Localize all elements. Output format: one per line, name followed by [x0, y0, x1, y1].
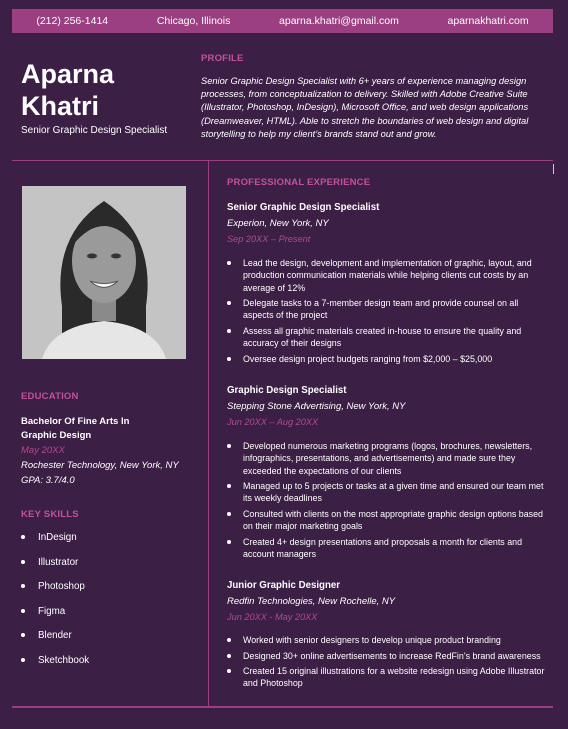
skill-item — [21, 630, 89, 655]
profile-photo — [22, 186, 186, 359]
profile-summary: Senior Graphic Design Specialist with 6+ years of experience managing design processes, from conceptualization to delivery. Skilled with Adobe Creative Suite (Illustrator, Photoshop, InDesign), Microsoft Office, and web design applications (Dreamweaver, HTML). Able to stretch the boundaries of web design and digital storytelling to help my client’s brands stand out and grow. — [201, 76, 529, 139]
job-entry — [227, 580, 545, 693]
bullet-icon — [227, 512, 231, 516]
bullet-text: Created 15 original illustrations for a website redesign using Adobe Illustrator and Photoshop — [243, 666, 545, 689]
skill-item — [21, 606, 89, 631]
job-bullet — [227, 297, 545, 322]
bullet-icon — [227, 357, 231, 361]
skill-item — [21, 655, 89, 680]
bullet-icon — [21, 584, 25, 588]
skill-label: Photoshop — [38, 581, 85, 592]
job-company: Stepping Stone Advertising, New York, NY — [227, 401, 406, 412]
job-dates: Sep 20XX – Present — [227, 234, 311, 244]
job-bullet — [227, 665, 545, 690]
location-text: Chicago, Illinois — [156, 15, 231, 27]
column-divider — [208, 160, 209, 707]
job-title: Senior Graphic Design Specialist — [227, 202, 380, 213]
bullet-icon — [227, 444, 231, 448]
bullet-text: Assess all graphic materials created in-house to ensure the quality and accuracy of their designs — [243, 326, 522, 349]
skill-item — [21, 557, 89, 582]
bullet-text: Managed up to 5 projects or tasks at a given time and ensured our team met its weekly deadlines — [243, 481, 544, 504]
bullet-icon — [227, 301, 231, 305]
bullet-icon — [227, 654, 231, 658]
job-bullet — [227, 508, 545, 533]
job-bullets — [227, 634, 545, 690]
bottom-divider — [12, 706, 553, 708]
portrait-image — [22, 186, 186, 359]
job-bullet — [227, 480, 545, 505]
bullet-icon — [227, 329, 231, 333]
bullet-text: Created 4+ design presentations and proposals a month for clients and account managers — [243, 536, 522, 560]
bullet-icon — [21, 560, 25, 564]
job-bullet — [227, 257, 545, 294]
email-link[interactable]: aparna.khatri@gmail.com — [279, 15, 399, 27]
bullet-icon — [227, 669, 231, 673]
candidate-title: Senior Graphic Design Specialist — [21, 125, 168, 136]
skill-label: Illustrator — [38, 556, 79, 568]
job-bullet — [227, 325, 545, 350]
degree-line-2: Graphic Design — [21, 430, 92, 441]
job-bullets — [227, 440, 545, 561]
skill-label: Sketchbook — [38, 654, 90, 666]
job-title: Graphic Design Specialist — [227, 385, 347, 396]
bullet-icon — [21, 535, 25, 539]
job-entry — [227, 385, 545, 564]
skill-item — [21, 532, 89, 557]
job-bullet — [227, 536, 545, 561]
candidate-name — [21, 58, 191, 122]
skill-label: Blender — [38, 630, 72, 641]
skills-list — [21, 532, 89, 679]
skill-item — [21, 581, 89, 606]
bullet-text: Designed 30+ online advertisements to increase RedFin’s brand awareness — [243, 650, 541, 661]
bullet-icon — [21, 633, 25, 637]
job-company: Redfin Technologies, New Rochelle, NY — [227, 596, 396, 607]
bullet-icon — [21, 658, 25, 662]
school-name: Rochester Technology, New York, NY — [21, 460, 179, 471]
bullet-text: Oversee design project budgets ranging from $2,000 – $25,000 — [243, 353, 493, 364]
job-bullets — [227, 257, 545, 365]
bullet-icon — [227, 261, 231, 265]
job-bullet — [227, 634, 545, 646]
contact-bar — [12, 9, 553, 33]
text-cursor-mark — [553, 164, 554, 174]
top-divider — [12, 160, 553, 161]
bullet-text: Delegate tasks to a 7-member design team and provide counsel on all aspects of the project — [243, 298, 519, 321]
phone-text: (212) 256-1414 — [36, 15, 109, 27]
bullet-icon — [227, 484, 231, 488]
skill-label: Figma — [38, 605, 66, 617]
job-bullet — [227, 440, 545, 477]
job-dates: Jun 20XX – Aug 20XX — [227, 417, 319, 427]
bullet-icon — [21, 609, 25, 613]
education-dates: May 20XX — [21, 445, 65, 456]
job-title: Junior Graphic Designer — [227, 580, 341, 591]
education-block — [21, 415, 201, 488]
job-entry — [227, 202, 545, 369]
bullet-text: Consulted with clients on the most appropriate graphic design options based on their major marketing goals — [243, 509, 543, 532]
bullet-icon — [227, 540, 231, 544]
job-bullet — [227, 650, 545, 662]
job-bullet — [227, 353, 545, 365]
bullet-text: Worked with senior designers to develop unique product branding — [243, 635, 501, 645]
bullet-text: Lead the design, development and implementation of graphic, layout, and production communication materials while helping clients cut costs by an average of 12% — [243, 258, 532, 293]
experience-heading: PROFESSIONAL EXPERIENCE — [227, 177, 371, 188]
last-name: Khatri — [21, 91, 100, 121]
gpa-text: GPA: 3.7/4.0 — [21, 475, 75, 486]
skills-heading: KEY SKILLS — [21, 509, 79, 520]
job-company: Experion, New York, NY — [227, 218, 329, 229]
bullet-icon — [227, 638, 231, 642]
degree-line-1: Bachelor Of Fine Arts In — [21, 416, 130, 427]
education-heading: EDUCATION — [21, 391, 79, 402]
bullet-text: Developed numerous marketing programs (logos, brochures, newsletters, infographics, presentations, and advertisements) and made sure they exceeded the expectations of our clients — [243, 441, 533, 476]
profile-heading: PROFILE — [201, 53, 244, 64]
first-name: Aparna — [21, 59, 115, 89]
website-link[interactable]: aparnakhatri.com — [447, 15, 529, 27]
job-dates: Jun 20XX - May 20XX — [227, 612, 318, 622]
skill-label: InDesign — [38, 532, 77, 543]
